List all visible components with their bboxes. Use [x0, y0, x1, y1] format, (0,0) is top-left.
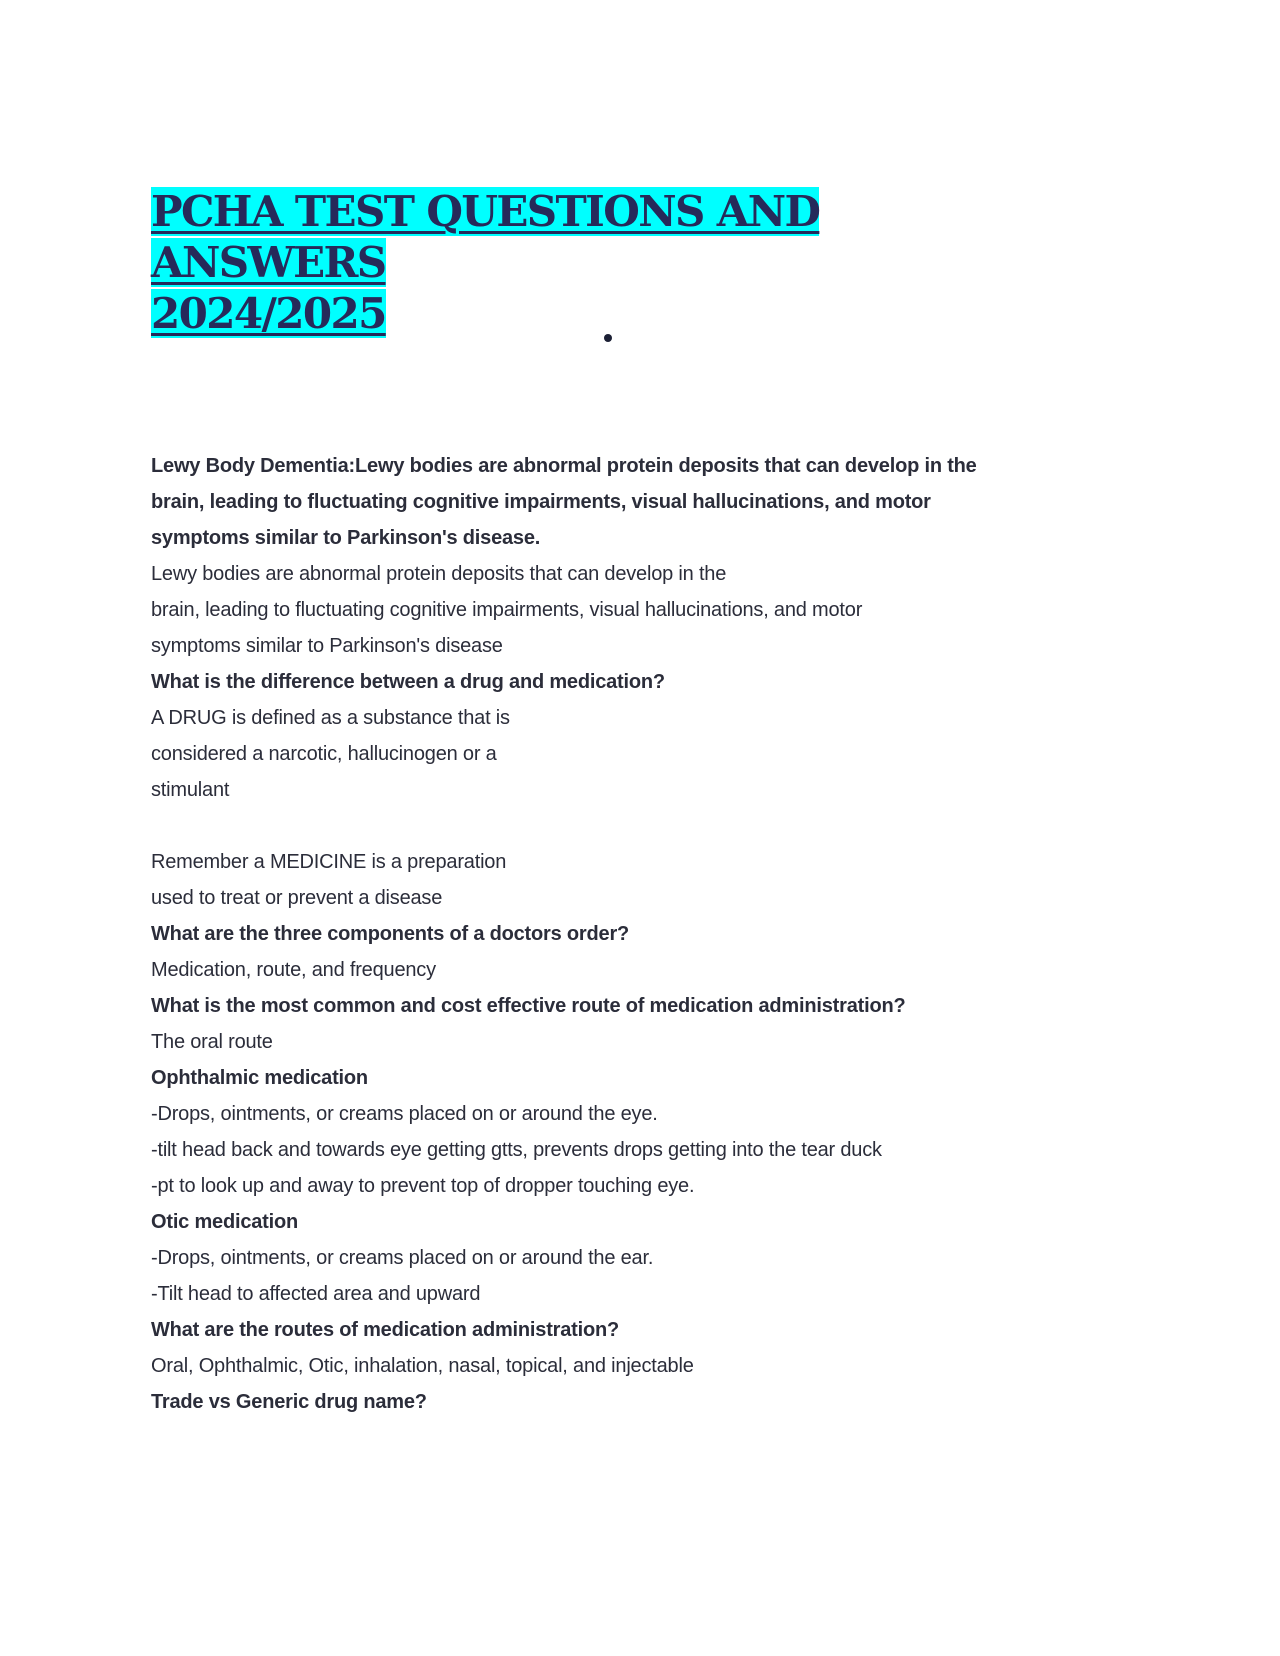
- question-line: What are the three components of a doctors order?: [151, 923, 630, 945]
- answer-line: used to treat or prevent a disease: [151, 887, 443, 909]
- blank-line: [151, 808, 1051, 844]
- question-line: What are the routes of medication administration?: [151, 1319, 620, 1341]
- title-line-1: PCHA TEST QUESTIONS AND ANSWERS: [151, 187, 820, 287]
- answer-line: considered a narcotic, hallucinogen or a: [151, 743, 497, 765]
- title-line-2: 2024/2025: [151, 289, 386, 338]
- answer-line: A DRUG is defined as a substance that is: [151, 707, 510, 729]
- question-line: Ophthalmic medication: [151, 1067, 368, 1089]
- answer-line: -Tilt head to affected area and upward: [151, 1283, 481, 1305]
- answer-line: The oral route: [151, 1031, 273, 1053]
- document-title: [151, 186, 971, 339]
- question-line: Lewy Body Dementia:Lewy bodies are abnormal protein deposits that can develop in the: [151, 455, 977, 477]
- answer-line: Oral, Ophthalmic, Otic, inhalation, nasal, topical, and injectable: [151, 1355, 694, 1377]
- answer-line: Remember a MEDICINE is a preparation: [151, 851, 507, 873]
- qa-content: [151, 448, 1051, 1420]
- answer-line: stimulant: [151, 779, 230, 801]
- question-line: symptoms similar to Parkinson's disease.: [151, 527, 541, 549]
- answer-line: -Drops, ointments, or creams placed on or around the eye.: [151, 1103, 658, 1125]
- answer-line: -tilt head back and towards eye getting gtts, prevents drops getting into the tear duck: [151, 1139, 882, 1161]
- question-line: What is the difference between a drug and medication?: [151, 671, 665, 693]
- question-line: brain, leading to fluctuating cognitive impairments, visual hallucinations, and motor: [151, 491, 931, 513]
- question-line: What is the most common and cost effective route of medication administration?: [151, 995, 906, 1017]
- question-line: Otic medication: [151, 1211, 299, 1233]
- answer-line: -Drops, ointments, or creams placed on or around the ear.: [151, 1247, 654, 1269]
- answer-line: Lewy bodies are abnormal protein deposits that can develop in the: [151, 563, 727, 585]
- bullet-dot-icon: [604, 334, 612, 342]
- answer-line: symptoms similar to Parkinson's disease: [151, 635, 503, 657]
- answer-line: brain, leading to fluctuating cognitive impairments, visual hallucinations, and motor: [151, 599, 863, 621]
- answer-line: -pt to look up and away to prevent top of dropper touching eye.: [151, 1175, 695, 1197]
- question-line: Trade vs Generic drug name?: [151, 1391, 427, 1413]
- answer-line: Medication, route, and frequency: [151, 959, 436, 981]
